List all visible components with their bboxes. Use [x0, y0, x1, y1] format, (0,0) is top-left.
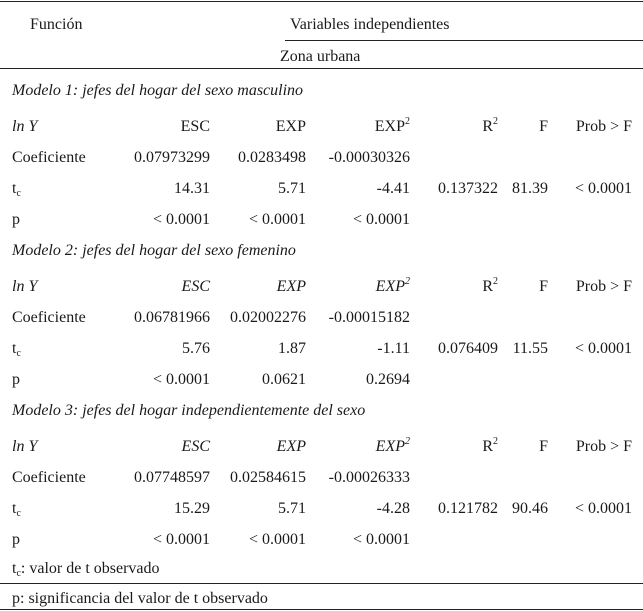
model-title: Modelo 2: jefes del hogar del sexo femenino [12, 242, 296, 259]
header-rule [285, 40, 643, 41]
p-exp-value: < 0.0001 [248, 211, 306, 228]
p-exp-value: 0.0621 [262, 371, 306, 388]
col-header-exp2: EXP$^2$ [374, 116, 410, 135]
col-header-r2: $R^2$ [482, 436, 498, 455]
coef-exp2-value: -0.00026333 [328, 469, 410, 486]
tc-exp2-value: -4.41 [376, 180, 410, 197]
zone-header: Zona urbana [280, 48, 361, 65]
col-header-f: F [539, 278, 548, 295]
col-header-r2: $R^2$ [482, 276, 498, 295]
coef-exp2-value: -0.00015182 [328, 309, 410, 326]
tc-prob-value: < 0.0001 [574, 340, 632, 357]
col-header-exp: EXP [276, 438, 306, 455]
p-exp2-value: < 0.0001 [352, 531, 410, 548]
col-header-lny: ln Y [12, 438, 38, 455]
tc-f-value: 81.39 [512, 180, 548, 197]
col-header-exp2: EXP$^2$ [375, 436, 410, 455]
row-label-tc: $t_c$ [12, 500, 21, 519]
zone-rule [0, 68, 643, 69]
col-header-exp: EXP [275, 118, 306, 135]
col-header-f: F [539, 118, 548, 135]
p-esc-value: < 0.0001 [152, 211, 210, 228]
col-header-f: F [539, 438, 548, 455]
model-title: Modelo 1: jefes del hogar del sexo masculino [12, 82, 304, 99]
tc-prob-value: < 0.0001 [574, 500, 632, 517]
tc-r2-value: 0.121782 [438, 500, 498, 517]
tc-exp2-value: -1.11 [377, 340, 410, 357]
row-label-p: p [12, 211, 20, 228]
tc-esc-value: 5.76 [182, 340, 210, 357]
coef-exp2-value: -0.00030326 [328, 149, 410, 166]
col-header-prob: Prob > F [575, 278, 632, 295]
col-header-lny: ln Y [12, 118, 38, 135]
p-exp2-value: 0.2694 [366, 371, 410, 388]
tc-exp2-value: -4.28 [376, 500, 410, 517]
table-top-rule [0, 1, 643, 2]
coef-exp-value: 0.0283498 [238, 149, 306, 166]
row-label-coeficiente: Coeficiente [12, 469, 86, 486]
independent-vars-header: Variables independientes [290, 16, 450, 33]
tc-r2-value: 0.076409 [438, 340, 498, 357]
col-header-exp2: EXP$^2$ [375, 276, 410, 295]
tc-exp-value: 1.87 [278, 340, 306, 357]
coef-esc-value: 0.07748597 [134, 469, 210, 486]
col-header-exp: EXP [276, 278, 306, 295]
note-rule [0, 583, 643, 584]
col-header-r2: $R^2$ [482, 116, 498, 135]
coef-esc-value: 0.06781966 [134, 309, 210, 326]
note-tc: $t_c$: valor de t observado [12, 560, 160, 579]
coef-exp-value: 0.02002276 [230, 309, 306, 326]
tc-exp-value: 5.71 [278, 180, 306, 197]
col-header-prob: Prob > F [575, 118, 632, 135]
row-label-coeficiente: Coeficiente [12, 149, 86, 166]
tc-f-value: 90.46 [512, 500, 548, 517]
col-header-esc: ESC [181, 438, 210, 455]
coef-esc-value: 0.07973299 [134, 149, 210, 166]
row-label-tc: $t_c$ [12, 340, 21, 359]
p-esc-value: < 0.0001 [152, 531, 210, 548]
tc-r2-value: 0.137322 [438, 180, 498, 197]
tc-f-value: 11.55 [512, 340, 548, 357]
p-exp-value: < 0.0001 [248, 531, 306, 548]
coef-exp-value: 0.02584615 [230, 469, 306, 486]
col-header-lny: ln Y [12, 278, 38, 295]
p-exp2-value: < 0.0001 [352, 211, 410, 228]
note-p: p: significancia del valor de t observado [12, 590, 268, 607]
row-label-p: p [12, 531, 20, 548]
row-label-coeficiente: Coeficiente [12, 309, 86, 326]
row-label-tc: $t_c$ [12, 180, 21, 199]
model-title: Modelo 3: jefes del hogar independientemente del sexo [12, 402, 366, 419]
col-header-prob: Prob > F [575, 438, 632, 455]
table-bottom-rule [0, 609, 643, 610]
tc-esc-value: 15.29 [174, 500, 210, 517]
col-header-esc: ESC [180, 118, 210, 135]
p-esc-value: < 0.0001 [152, 371, 210, 388]
tc-exp-value: 5.71 [278, 500, 306, 517]
col-header-esc: ESC [181, 278, 210, 295]
tc-prob-value: < 0.0001 [574, 180, 632, 197]
tc-esc-value: 14.31 [174, 180, 210, 197]
row-label-p: p [12, 371, 20, 388]
function-header: Función [30, 16, 83, 33]
